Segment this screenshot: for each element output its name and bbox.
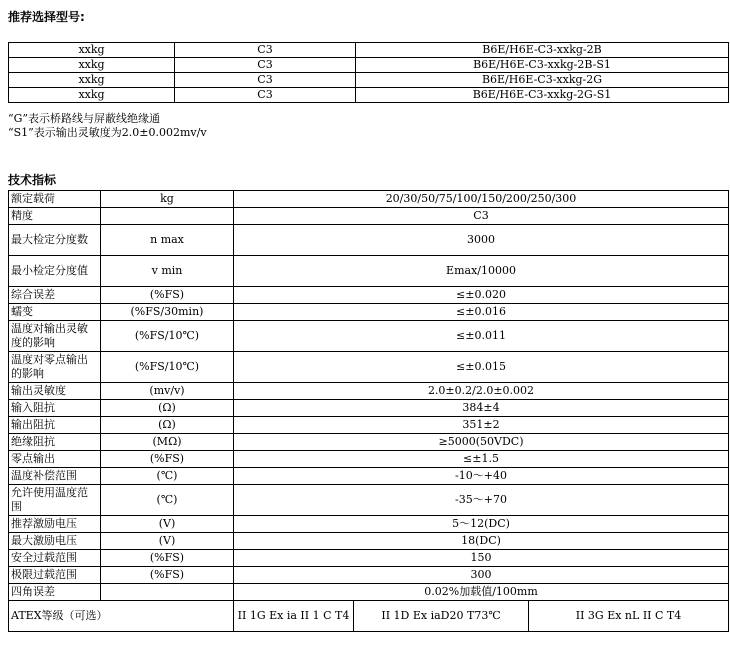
atex-value-3: II 3G Ex nL II C T4 xyxy=(529,601,729,632)
spec-name: 额定载荷 xyxy=(9,191,101,208)
spec-unit: (V) xyxy=(101,533,234,550)
model-table xyxy=(8,42,729,103)
spec-row xyxy=(9,584,729,601)
spec-name: 四角误差 xyxy=(9,584,101,601)
model-cell-grade: C3 xyxy=(175,88,356,103)
spec-name: 温度补偿范围 xyxy=(9,468,101,485)
model-cell-weight: xxkg xyxy=(9,88,175,103)
model-row xyxy=(9,43,729,58)
spec-value: ≤±1.5 xyxy=(234,451,729,468)
spec-value: 300 xyxy=(234,567,729,584)
spec-row xyxy=(9,400,729,417)
model-cell-grade: C3 xyxy=(175,73,356,88)
spec-name: 温度对零点输出的影响 xyxy=(9,352,101,383)
note-g: “G”表示桥路线与屏蔽线绝缘通 xyxy=(8,112,161,125)
spec-name: 输出阻抗 xyxy=(9,417,101,434)
atex-value-1: II 1G Ex ia II 1 C T4 xyxy=(234,601,354,632)
spec-row xyxy=(9,417,729,434)
spec-row xyxy=(9,191,729,208)
spec-name: 极限过载范围 xyxy=(9,567,101,584)
spec-value: Emax/10000 xyxy=(234,256,729,287)
spec-unit: n max xyxy=(101,225,234,256)
spec-name: 零点输出 xyxy=(9,451,101,468)
spec-name: 最小检定分度值 xyxy=(9,256,101,287)
spec-value: C3 xyxy=(234,208,729,225)
spec-name: 最大检定分度数 xyxy=(9,225,101,256)
spec-row xyxy=(9,533,729,550)
spec-unit: (%FS/30min) xyxy=(101,304,234,321)
spec-unit: (V) xyxy=(101,516,234,533)
spec-unit xyxy=(101,584,234,601)
spec-name: 输入阻抗 xyxy=(9,400,101,417)
spec-unit: v min xyxy=(101,256,234,287)
spec-name: 绝缘阻抗 xyxy=(9,434,101,451)
spec-name: 综合误差 xyxy=(9,287,101,304)
spec-row xyxy=(9,516,729,533)
spec-value: ≤±0.020 xyxy=(234,287,729,304)
spec-value: -35～+70 xyxy=(234,485,729,516)
spec-value: 2.0±0.2/2.0±0.002 xyxy=(234,383,729,400)
spec-name: 允许使用温度范围 xyxy=(9,485,101,516)
model-cell-weight: xxkg xyxy=(9,43,175,58)
model-cell-grade: C3 xyxy=(175,58,356,73)
spec-value: 150 xyxy=(234,550,729,567)
spec-value: 384±4 xyxy=(234,400,729,417)
model-row xyxy=(9,58,729,73)
spec-name: 精度 xyxy=(9,208,101,225)
spec-value: 5～12(DC) xyxy=(234,516,729,533)
spec-unit: (%FS/10℃) xyxy=(101,352,234,383)
spec-value: ≥5000(50VDC) xyxy=(234,434,729,451)
spec-row xyxy=(9,383,729,400)
spec-unit: (℃) xyxy=(101,485,234,516)
spec-unit: (%FS) xyxy=(101,451,234,468)
spec-row xyxy=(9,468,729,485)
atex-value-2: II 1D Ex iaD20 T73℃ xyxy=(354,601,529,632)
spec-row xyxy=(9,567,729,584)
model-cell-model: B6E/H6E-C3-xxkg-2G-S1 xyxy=(356,88,729,103)
spec-value: 351±2 xyxy=(234,417,729,434)
spec-name: 推荐激励电压 xyxy=(9,516,101,533)
spec-unit: (mv/v) xyxy=(101,383,234,400)
model-cell-weight: xxkg xyxy=(9,58,175,73)
model-section-title: 推荐选择型号: xyxy=(8,10,85,24)
spec-unit: (%FS) xyxy=(101,550,234,567)
spec-value: 3000 xyxy=(234,225,729,256)
atex-name: ATEX等级（可选） xyxy=(9,601,234,632)
note-s1: “S1”表示输出灵敏度为2.0±0.002mv/v xyxy=(8,126,207,139)
model-cell-model: B6E/H6E-C3-xxkg-2B-S1 xyxy=(356,58,729,73)
spec-row xyxy=(9,208,729,225)
spec-row xyxy=(9,225,729,256)
spec-name: 蠕变 xyxy=(9,304,101,321)
spec-row xyxy=(9,304,729,321)
spec-unit: (MΩ) xyxy=(101,434,234,451)
spec-value: -10～+40 xyxy=(234,468,729,485)
spec-value: ≤±0.016 xyxy=(234,304,729,321)
spec-unit: kg xyxy=(101,191,234,208)
spec-table xyxy=(8,190,729,632)
model-notes xyxy=(8,112,207,140)
spec-unit: (℃) xyxy=(101,468,234,485)
spec-row xyxy=(9,321,729,352)
spec-row xyxy=(9,352,729,383)
spec-row xyxy=(9,256,729,287)
spec-value: ≤±0.011 xyxy=(234,321,729,352)
spec-value: ≤±0.015 xyxy=(234,352,729,383)
model-row xyxy=(9,73,729,88)
spec-row xyxy=(9,451,729,468)
spec-value: 18(DC) xyxy=(234,533,729,550)
model-cell-weight: xxkg xyxy=(9,73,175,88)
spec-row xyxy=(9,287,729,304)
spec-unit: (Ω) xyxy=(101,417,234,434)
spec-name: 温度对输出灵敏度的影响 xyxy=(9,321,101,352)
spec-unit: (%FS/10℃) xyxy=(101,321,234,352)
spec-unit: (Ω) xyxy=(101,400,234,417)
model-cell-model: B6E/H6E-C3-xxkg-2G xyxy=(356,73,729,88)
spec-name: 输出灵敏度 xyxy=(9,383,101,400)
spec-name: 安全过载范围 xyxy=(9,550,101,567)
spec-name: 最大激励电压 xyxy=(9,533,101,550)
spec-row xyxy=(9,550,729,567)
atex-row xyxy=(9,601,729,632)
model-cell-model: B6E/H6E-C3-xxkg-2B xyxy=(356,43,729,58)
spec-row xyxy=(9,434,729,451)
spec-section-title: 技术指标 xyxy=(8,173,57,187)
model-cell-grade: C3 xyxy=(175,43,356,58)
spec-unit xyxy=(101,208,234,225)
model-row xyxy=(9,88,729,103)
spec-value: 20/30/50/75/100/150/200/250/300 xyxy=(234,191,729,208)
spec-value: 0.02%加载值/100mm xyxy=(234,584,729,601)
spec-row xyxy=(9,485,729,516)
spec-unit: (%FS) xyxy=(101,567,234,584)
spec-unit: (%FS) xyxy=(101,287,234,304)
